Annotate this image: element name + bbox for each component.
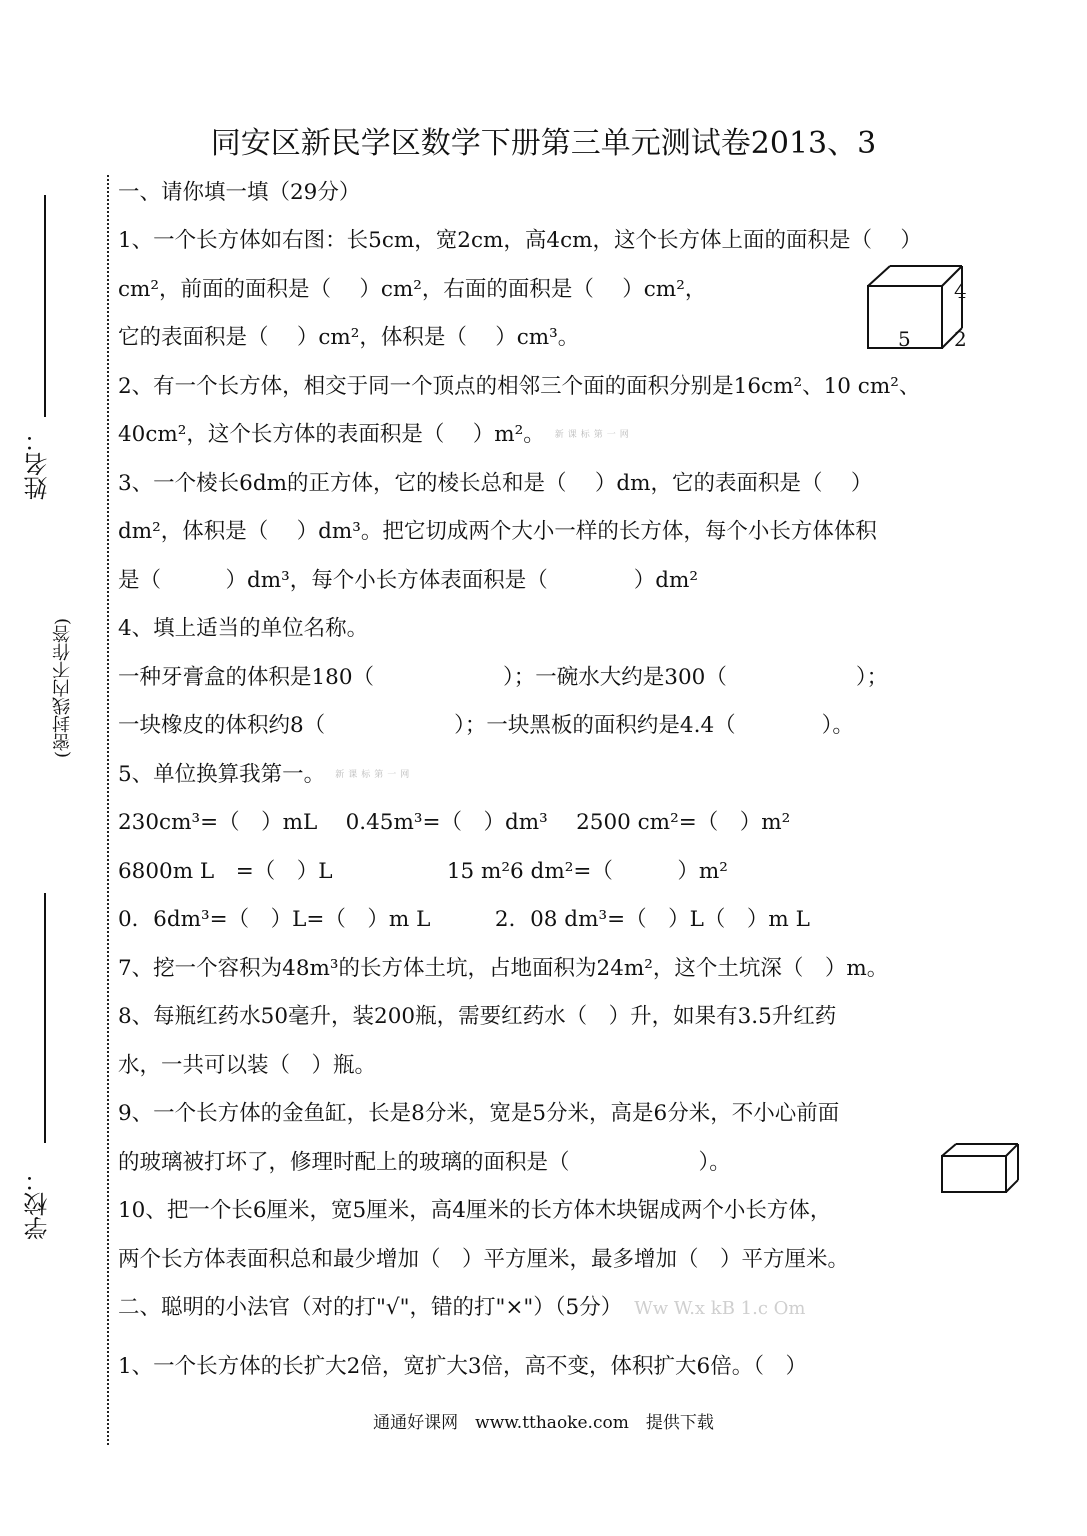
section-1-heading: 一、请你填一填（29分）: [118, 180, 361, 205]
question-2-line-1: 2、有一个长方体，相交于同一个顶点的相邻三个面的面积分别是16cm²、10 cm²、: [118, 374, 921, 399]
question-5-line-3: 0．6dm³=（ ）L=（ ）m L 2．08 dm³=（ ）L（ ）m L: [118, 907, 810, 932]
page-title: 同安区新民学区数学下册第三单元测试卷2013、3: [210, 126, 877, 161]
cuboid-width-label: 2: [954, 327, 967, 351]
section-2-text: 二、聪明的小法官（对的打"√"，错的打"×"）（5分）: [118, 1295, 623, 1320]
question-8-line-2: 水，一共可以装（ ）瓶。: [118, 1053, 377, 1078]
question-1-line-2: cm²，前面的面积是（ ）cm²，右面的面积是（ ）cm²，: [118, 277, 707, 302]
watermark-note: 新课标第一网: [335, 770, 414, 780]
cuboid-length-label: 5: [898, 327, 911, 351]
question-1-line-1: 1、一个长方体如右图：长5cm，宽2cm，高4cm，这个长方体上面的面积是（ ）: [118, 228, 922, 253]
school-underline: [44, 893, 46, 1143]
question-10-line-2: 两个长方体表面积总和最少增加（ ）平方厘米，最多增加（ ）平方厘米。: [118, 1247, 850, 1272]
footer-credit: 通通好课网 www.tthaoke.com 提供下载: [373, 1413, 714, 1433]
question-3-line-3: 是（ ）dm³，每个小长方体表面积是（ ）dm²: [118, 568, 699, 593]
question-9-line-2: 的玻璃被打坏了，修理时配上的玻璃的面积是（ ）。: [118, 1150, 731, 1175]
question-5-line-1: 230cm³=（ ）mL 0.45m³=（ ）dm³ 2500 cm²=（ ）m²: [118, 810, 791, 835]
name-label: 姓名：: [24, 428, 52, 500]
question-3-line-2: dm²，体积是（ ）dm³。把它切成两个大小一样的长方体，每个小长方体体积: [118, 519, 877, 544]
question-4-line-1: 一种牙膏盒的体积是180（ ）；一碗水大约是300（ ）；: [118, 665, 889, 690]
question-4-line-2: 一块橡皮的体积约8（ ）；一块黑板的面积约是4.4（ ）。: [118, 713, 854, 738]
judge-question-1: 1、一个长方体的长扩大2倍，宽扩大3倍，高不变，体积扩大6倍。（ ）: [118, 1354, 807, 1379]
watermark-text: Ww W.x kB 1.c Om: [634, 1298, 806, 1319]
question-5-text: 5、单位换算我第一。: [118, 762, 326, 787]
seal-line-note: (密封线内不作答): [52, 618, 73, 759]
section-2-heading: [118, 1293, 805, 1324]
question-10-line-1: 10、把一个长6厘米，宽5厘米，高4厘米的长方体木块锯成两个小长方体，: [118, 1198, 832, 1223]
cuboid-height-label: 4: [954, 279, 967, 303]
seal-dashed-line: [107, 175, 109, 1445]
question-7: 7、挖一个容积为48m³的长方体土坑，占地面积为24m²，这个土坑深（ ）m。: [118, 956, 889, 981]
school-label: 学校：: [24, 1168, 52, 1240]
watermark-note: 新课标第一网: [554, 430, 633, 440]
question-3-line-1: 3、一个棱长6dm的正方体，它的棱长总和是（ ）dm，它的表面积是（ ）: [118, 471, 873, 496]
question-5-heading: [118, 760, 413, 790]
question-1-line-3: 它的表面积是（ ）cm²，体积是（ ）cm³。: [118, 325, 580, 350]
question-2-text: 40cm²，这个长方体的表面积是（ ）m²。: [118, 422, 545, 447]
cuboid-figure: [860, 262, 980, 354]
question-8-line-1: 8、每瓶红药水50毫升，装200瓶，需要红药水（ ）升，如果有3.5升红药: [118, 1004, 837, 1029]
name-underline: [44, 195, 46, 417]
question-9-line-1: 9、一个长方体的金鱼缸，长是8分米，宽是5分米，高是6分米，不小心前面: [118, 1101, 840, 1126]
question-5-line-2: 6800m L =（ ）L 15 m²6 dm²=（ ）m²: [118, 859, 728, 884]
question-4-heading: 4、填上适当的单位名称。: [118, 616, 369, 641]
fish-tank-figure: [938, 1140, 1024, 1196]
question-2-line-2: [118, 420, 633, 450]
